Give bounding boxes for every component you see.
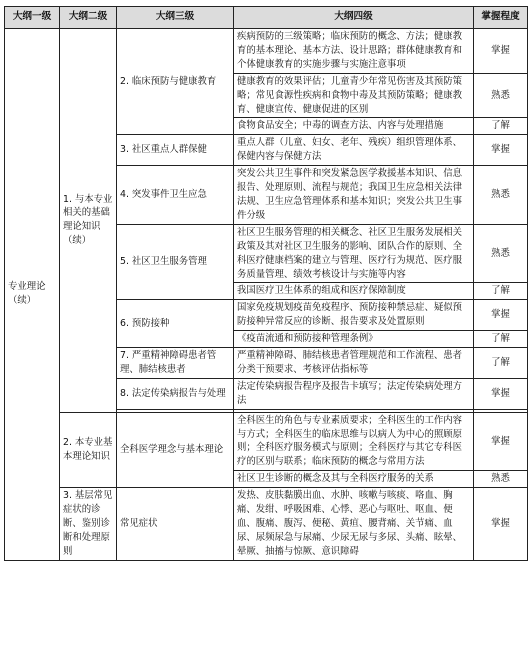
level4-cell: 社区卫生诊断的概念及其与全科医疗服务的关系	[234, 471, 474, 488]
level2-cell: 2. 本专业基本理论知识	[60, 412, 117, 488]
mastery-cell: 掌握	[474, 412, 528, 471]
level4-cell: 发热、皮肤黏膜出血、水肿、咳嗽与咳痰、咯血、胸痛、发绀、呼吸困难、心悸、恶心与呕吐、呕血、便血、腹痛、腹泻、便秘、黄疸、腰背痛、关节痛、血尿、尿频尿急与尿痛、少尿无尿与多尿、头痛、眩晕、晕厥、抽搐与惊厥、意识障碍	[234, 488, 474, 561]
level4-cell: 国家免疫规划疫苗免疫程序、预防接种禁忌症、疑似预防接种异常反应的诊断、报告要求及处置原则	[234, 300, 474, 331]
syllabus-table	[4, 6, 528, 561]
level4-cell: 食物食品安全；中毒的调查方法、内容与处理措施	[234, 118, 474, 135]
level3-cell: 7. 严重精神障碍患者管理、肺结核患者	[117, 348, 234, 379]
level4-cell: 《疫苗流通和预防接种管理条例》	[234, 331, 474, 348]
mastery-cell: 熟悉	[474, 166, 528, 225]
mastery-cell: 掌握	[474, 488, 528, 561]
header-mastery: 掌握程度	[474, 7, 528, 29]
table-row	[5, 412, 528, 471]
header-level4: 大纲四级	[234, 7, 474, 29]
level2-cell: 1. 与本专业相关的基础理论知识（续）	[60, 29, 117, 413]
mastery-cell: 了解	[474, 348, 528, 379]
level3-cell: 8. 法定传染病报告与处理	[117, 378, 234, 409]
level4-cell: 我国医疗卫生体系的组成和医疗保障制度	[234, 283, 474, 300]
mastery-cell: 了解	[474, 118, 528, 135]
level4-cell: 疾病预防的三级策略；临床预防的概念、方法；健康教育的基本理论、基本方法、设计思路；群体健康教育和个体健康教育的实施步骤与实施注意事项	[234, 29, 474, 74]
level2-cell: 3. 基层常见症状的诊断、鉴别诊断和处理原则	[60, 488, 117, 561]
level3-cell: 3. 社区重点人群保健	[117, 135, 234, 166]
mastery-cell: 了解	[474, 331, 528, 348]
mastery-cell: 掌握	[474, 29, 528, 74]
level4-cell: 严重精神障碍、肺结核患者管理规范和工作流程、患者分类干预要求、考核评估指标等	[234, 348, 474, 379]
level4-cell: 健康教育的效果评估；儿童青少年常见伤害及其预防策略；常见食源性疾病和食物中毒及其预防策略；健康教育、健康宣传、健康促进的区别	[234, 73, 474, 118]
header-level2: 大纲二级	[60, 7, 117, 29]
mastery-cell: 掌握	[474, 378, 528, 409]
header-level1: 大纲一级	[5, 7, 60, 29]
level3-cell: 6. 预防接种	[117, 300, 234, 348]
level4-cell: 法定传染病报告程序及报告卡填写；法定传染病处理方法	[234, 378, 474, 409]
level3-cell: 5. 社区卫生服务管理	[117, 224, 234, 300]
level4-cell: 突发公共卫生事件和突发紧急医学救援基本知识、信息报告、处理原则、流程与规范；我国卫生应急相关法律法规、卫生应急管理体系和基本知识；突发公共卫生事件分级	[234, 166, 474, 225]
level3-cell: 常见症状	[117, 488, 234, 561]
table-row	[5, 488, 528, 561]
level1-cell: 专业理论（续）	[5, 29, 60, 561]
mastery-cell: 熟悉	[474, 73, 528, 118]
level3-cell: 2. 临床预防与健康教育	[117, 29, 234, 135]
mastery-cell: 了解	[474, 283, 528, 300]
header-level3: 大纲三级	[117, 7, 234, 29]
level4-cell: 社区卫生服务管理的相关概念、社区卫生服务发展相关政策及其对社区卫生服务的影响、团队合作的原则、全科医疗健康档案的建立与管理、医疗行为规范、医疗服务质量管理、绩效考核设计与实施等内容	[234, 224, 474, 283]
mastery-cell: 掌握	[474, 135, 528, 166]
mastery-cell: 掌握	[474, 300, 528, 331]
header-row	[5, 7, 528, 29]
mastery-cell: 熟悉	[474, 471, 528, 488]
mastery-cell: 熟悉	[474, 224, 528, 283]
level4-cell: 全科医生的角色与专业素质要求；全科医生的工作内容与方式；全科医生的临床思维与以病人为中心的照顾原则；全科医疗服务模式与原则；全科医疗与其它专科医疗的区别与联系；临床预防的概念与常用方法	[234, 412, 474, 471]
level3-cell: 全科医学理念与基本理论	[117, 412, 234, 488]
level3-cell: 4. 突发事件卫生应急	[117, 166, 234, 225]
level4-cell: 重点人群（儿童、妇女、老年、残疾）组织管理体系、保健内容与保健方法	[234, 135, 474, 166]
table-row	[5, 29, 528, 74]
